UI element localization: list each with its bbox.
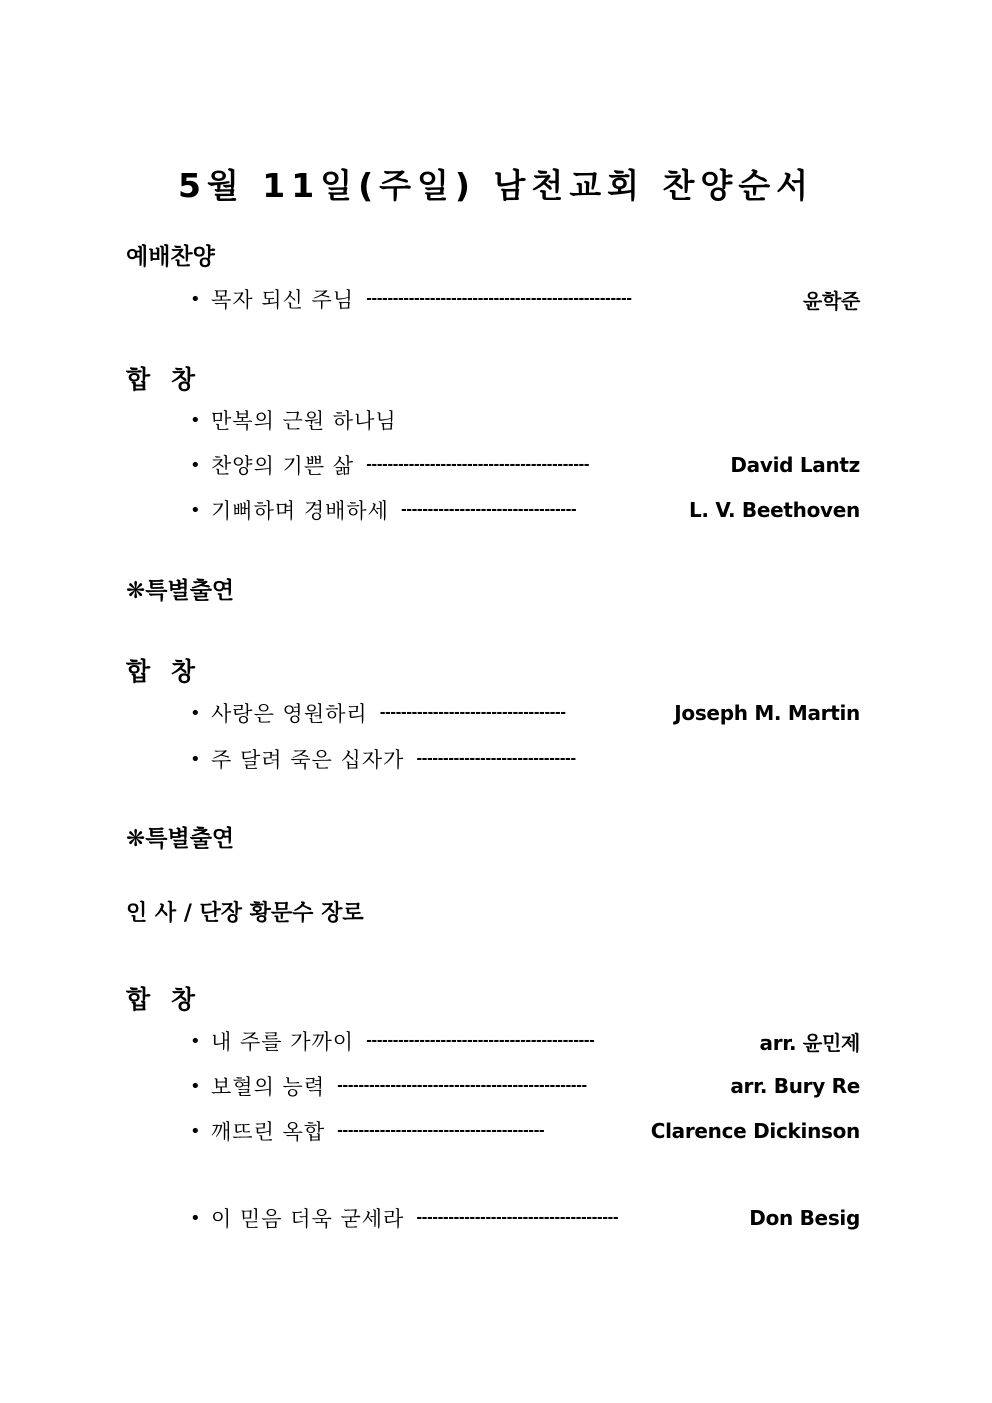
item-title: 만복의 근원 하나님 [211,409,397,433]
bullet-icon: • [190,748,201,770]
page-title: 5월 11일(주일) 남천교회 찬양순서 [177,166,815,205]
item-composer: L. V. Beethoven [688,498,860,522]
dash-leader: ----------------------------------------------- [337,1078,587,1094]
item-composer: 윤학준 [802,288,860,313]
program-item [190,404,860,436]
dash-leader: ----------------------------------- [379,705,566,721]
bullet-icon: • [190,1075,201,1097]
program-item [190,1115,860,1147]
dash-leader: ------------------------------------------- [366,1033,595,1049]
program-item [190,697,860,729]
item-composer: Clarence Dickinson [650,1119,860,1143]
item-title: 이 믿음 더욱 굳세라 [211,1207,405,1231]
item-composer: arr. 윤민제 [759,1030,860,1055]
item-composer: Joseph M. Martin [674,701,860,725]
item-title: 찬양의 기쁜 삶 [211,454,355,478]
program-item [190,494,860,526]
program-item [190,283,860,315]
item-title: 보혈의 능력 [211,1075,326,1099]
section-heading-choir: 합 창 [126,985,202,1014]
dash-leader: -------------------------------------------------- [366,291,632,307]
section-heading-choir: 합 창 [126,365,202,394]
special-appearance-note: ❋특별출연 [126,826,235,852]
section-heading-choir: 합 창 [126,657,202,686]
program-item [190,449,860,481]
bullet-icon: • [190,702,201,724]
item-title: 기뻐하며 경배하세 [211,499,389,523]
bullet-icon: • [190,499,201,521]
program-item [190,1070,860,1102]
dash-leader: --------------------------------------- [337,1123,545,1139]
dash-leader: -------------------------------------- [416,1210,619,1226]
item-composer: Don Besig [749,1206,860,1230]
dash-leader: ------------------------------ [416,751,576,767]
special-appearance-note: ❋특별출연 [126,578,235,604]
greeting-line: 인 사 / 단장 황문수 장로 [126,901,364,926]
bullet-icon: • [190,454,201,476]
bullet-icon: • [190,1207,201,1229]
item-title: 내 주를 가까이 [211,1030,355,1054]
bullet-icon: • [190,409,201,431]
section-heading-worship: 예배찬양 [126,244,215,270]
bullet-icon: • [190,1030,201,1052]
item-composer: arr. Bury Re [730,1074,860,1098]
program-item [190,743,860,775]
item-title: 사랑은 영원하리 [211,702,368,726]
bullet-icon: • [190,1120,201,1142]
item-composer: David Lantz [730,453,860,477]
dash-leader: ------------------------------------------ [366,457,590,473]
dash-leader: --------------------------------- [400,502,577,518]
bullet-icon: • [190,288,201,310]
item-title: 깨뜨린 옥합 [211,1120,326,1144]
item-title: 목자 되신 주님 [211,288,355,312]
program-item [190,1025,860,1057]
item-title: 주 달려 죽은 십자가 [211,748,405,772]
program-item [190,1202,860,1234]
